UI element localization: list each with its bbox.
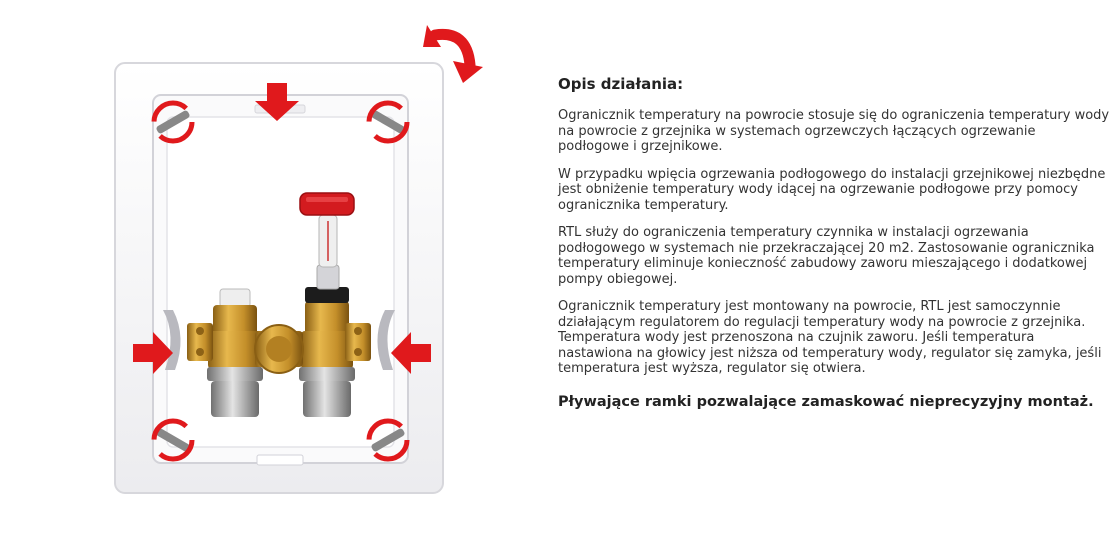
paragraph: W przypadku wpięcia ogrzewania podłogowego do instalacji grzejnikowej niezbędne jest obniżenie temperatury wody idącej na ogrzewanie podłogowe przy pomocy ogranicznika temperatury.	[558, 166, 1106, 213]
tagline: Pływające ramki pozwalające zamaskować nieprecyzyjny montaż.	[558, 393, 1094, 410]
paragraph: RTL służy do ograniczenia temperatury czynnika w instalacji ogrzewania podłogowego w systemach nie przekraczającej 20 m2. Zastosowanie ogranicznika temperatury eliminuje konieczność zabudowy zaworu mieszającego i dodatkowej pompy obiegowej.	[558, 225, 1095, 287]
description-column	[558, 74, 1110, 411]
product-image	[105, 25, 500, 500]
red-knob	[300, 193, 354, 215]
section-heading: Opis działania:	[558, 75, 684, 93]
rotate-arrow	[435, 34, 470, 65]
paragraph: Ogranicznik temperatury jest montowany na powrocie, RTL jest samoczynnie działającym regulatorem do regulacji temperatury wody na powrocie z grzejnika. Temperatura wody jest przenoszona na czujnik zaworu. Jeśli temperatura nastawiona na głowicy jest niższa od temperatury wody, regulator się zamyka, jeśli temperatura jest wyższa, regulator się otwiera.	[558, 299, 1102, 376]
left-valve-cap	[220, 289, 250, 307]
paragraph: Ogranicznik temperatury na powrocie stosuje się do ograniczenia temperatury wody na powrocie z grzejnika w systemach ogrzewczych łączących ogrzewanie podłogowe i grzejnikowe.	[558, 108, 1110, 154]
